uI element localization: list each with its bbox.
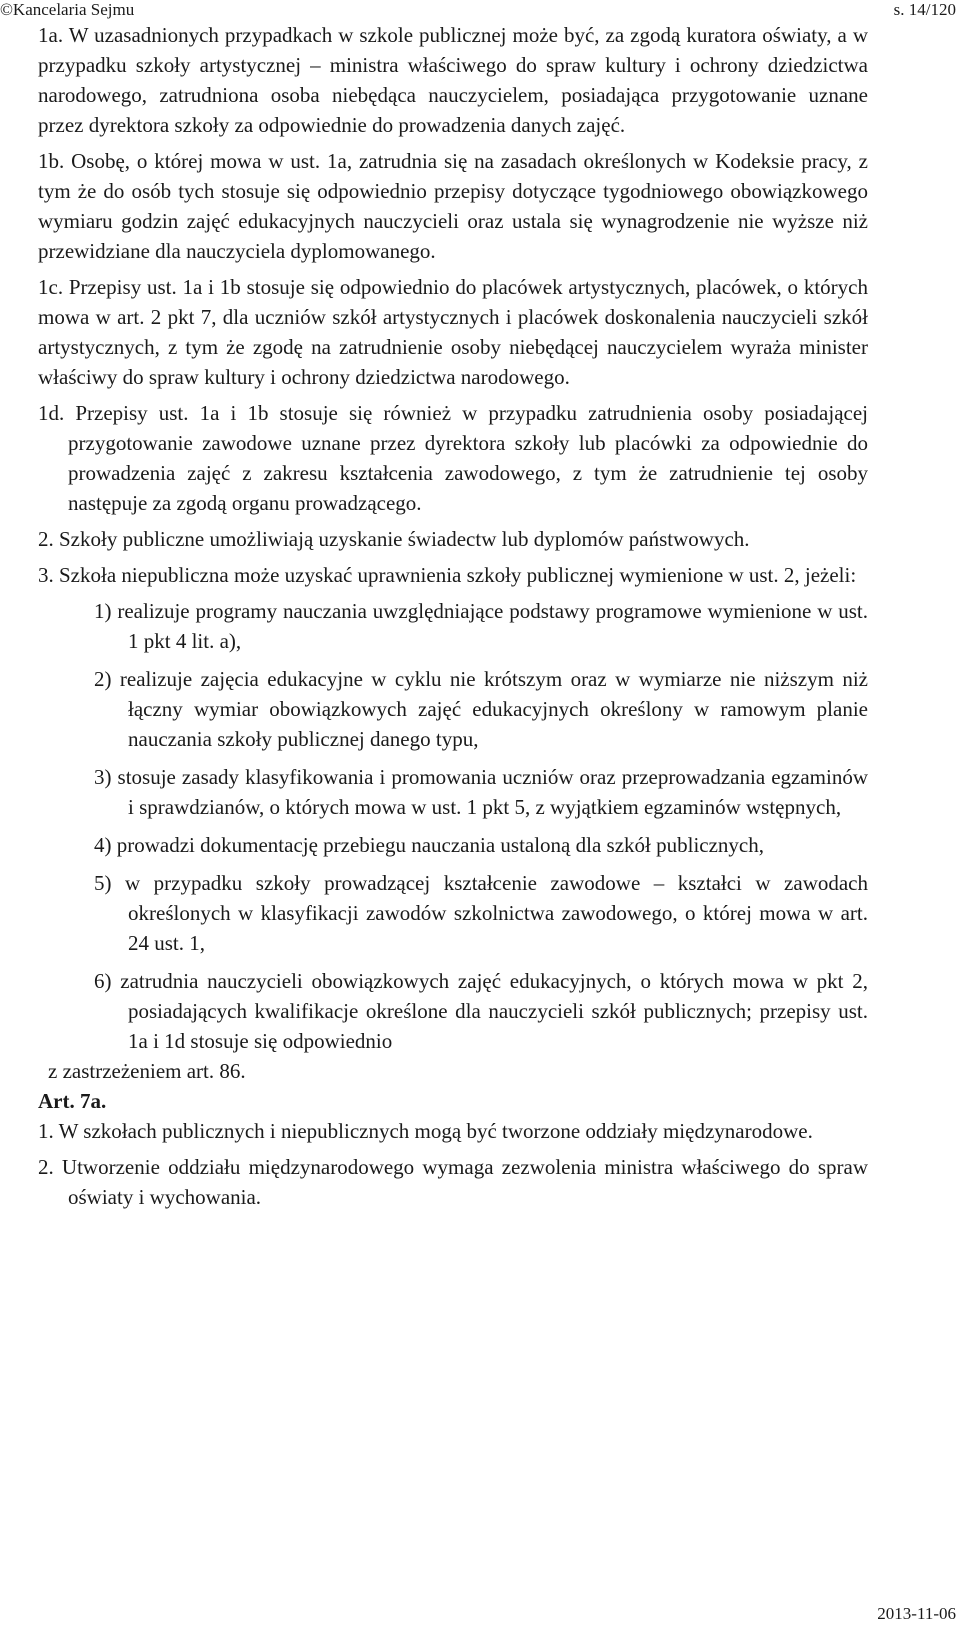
list-item: 4) prowadzi dokumentację przebiegu nauczania ustaloną dla szkół publicznych, — [94, 833, 764, 857]
paragraph-2: 2. Szkoły publiczne umożliwiają uzyskanie świadectw lub dyplomów państwowych. — [38, 527, 750, 551]
article-title: Art. 7a. — [38, 1089, 107, 1113]
article-paragraph-1: 1. W szkołach publicznych i niepublicznych mogą być tworzone oddziały międzynarodowe. — [38, 1119, 813, 1143]
header-copyright: ©Kancelaria Sejmu — [0, 0, 135, 19]
paragraph-tail: z zastrzeżeniem art. 86. — [48, 1059, 246, 1083]
article-paragraphs — [38, 1116, 868, 1212]
list-item: 5) w przypadku szkoły prowadzącej kształcenie zawodowe – kształci w zawodach określonych w klasyfikacji zawodów szkolnictwa zawodowego, o której mowa w art. 24 ust. 1, — [94, 871, 868, 955]
article-paragraph-2: 2. Utworzenie oddziału międzynarodowego wymaga zezwolenia ministra właściwego do spraw oświaty i wychowania. — [38, 1155, 868, 1209]
paragraph-1d: 1d. Przepisy ust. 1a i 1b stosuje się również w przypadku zatrudnienia osoby posiadającej przygotowanie zawodowe uznane przez dyrektora szkoły lub placówki za odpowiednie do prowadzenia zajęć z zakresu kształcenia zawodowego, z tym że zatrudnienie tej osoby następuje za zgodą organu prowadzącego. — [38, 401, 868, 515]
page-number: s. 14/120 — [893, 0, 956, 19]
paragraph-1b: 1b. Osobę, o której mowa w ust. 1a, zatrudnia się na zasadach określonych w Kodeksie pracy, z tym że do osób tych stosuje się odpowiednio przepisy dotyczące tygodniowego obowiązkowego wymiaru godzin zajęć edukacyjnych nauczycieli oraz ustala się wynagrodzenie nie wyższe niż przewidziane dla nauczyciela dyplomowanego. — [38, 149, 868, 263]
paragraph-3: 3. Szkoła niepubliczna może uzyskać uprawnienia szkoły publicznej wymienione w ust. 2, jeżeli: — [38, 563, 857, 587]
paragraph-1c: 1c. Przepisy ust. 1a i 1b stosuje się odpowiednio do placówek artystycznych, placówek, o których mowa w art. 2 pkt 7, dla uczniów szkół artystycznych i placówek doskonalenia nauczycieli szkół artystycznych, z tym że zgodę na zatrudnienie osoby niebędącej nauczycielem wyraża minister właściwy do spraw kultury i ochrony dziedzictwa narodowego. — [38, 275, 868, 389]
footer-date: 2013-11-06 — [877, 1604, 956, 1623]
document-body — [38, 20, 868, 1212]
list-item: 6) zatrudnia nauczycieli obowiązkowych zajęć edukacyjnych, o których mowa w pkt 2, posiadających kwalifikacje określone dla nauczycieli szkół publicznych; przepisy ust. 1a i 1d stosuje się odpowiednio — [94, 969, 868, 1053]
list-item: 3) stosuje zasady klasyfikowania i promowania uczniów oraz przeprowadzania egzaminów i sprawdzianów, o których mowa w ust. 1 pkt 5, z wyjątkiem egzaminów wstępnych, — [94, 765, 868, 819]
list-item: 2) realizuje zajęcia edukacyjne w cyklu nie krótszym oraz w wymiarze nie niższym niż łączny wymiar obowiązkowych zajęć edukacyjnych określony w ramowym planie nauczania szkoły publicznej danego typu, — [94, 667, 868, 751]
paragraph-1a: 1a. W uzasadnionych przypadkach w szkole publicznej może być, za zgodą kuratora oświaty, a w przypadku szkoły artystycznej – ministra właściwego do spraw kultury i ochrony dziedzictwa narodowego, zatrudniona osoba niebędąca nauczycielem, posiadająca przygotowanie uznane przez dyrektora szkoły za odpowiednie do prowadzenia danych zajęć. — [38, 23, 868, 137]
list-item: 1) realizuje programy nauczania uwzględniające podstawy programowe wymienione w ust. 1 pkt 4 lit. a), — [94, 599, 868, 653]
